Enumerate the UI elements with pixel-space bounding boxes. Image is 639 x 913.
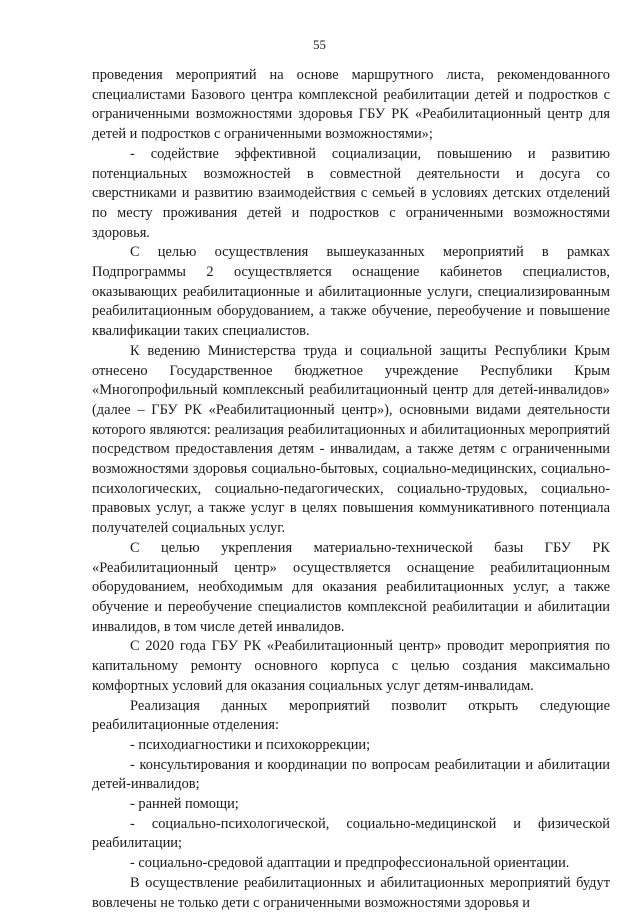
body-text bbox=[92, 66, 610, 913]
paragraph: Реализация данных мероприятий позволит открыть следующие реабилитационные отделения: bbox=[92, 697, 610, 734]
list-item: - психодиагностики и психокоррекции; bbox=[130, 736, 371, 753]
paragraph: В осуществление реабилитационных и абилитационных мероприятий будут вовлечены не только дети с ограниченными возможностями здоровья и bbox=[92, 874, 610, 911]
paragraph: проведения мероприятий на основе маршрутного листа, рекомендованного специалистами Базового центра комплексной реабилитации детей и подростков с ограниченными возможностями здоровья ГБУ РК «Реабилитационный центр для детей и подростков с ограниченными возможностями»; bbox=[92, 67, 610, 143]
page-number: 55 bbox=[313, 37, 326, 52]
paragraph: - содействие эффективной социализации, повышению и развитию потенциальных возможностей в совместной деятельности и досуга со сверстниками и развитию взаимодействия с семьей в условиях детских отделений по месту проживания детей и подростков с ограниченными возможностями здоровья. bbox=[92, 145, 610, 241]
paragraph: К ведению Министерства труда и социальной защиты Республики Крым отнесено Государственное бюджетное учреждение Республики Крым «Многопрофильный комплексный реабилитационный центр для детей-инвалидов» (далее – ГБУ РК «Реабилитационный центр»), основными видами деятельности которого являются: реализация реабилитационных и абилитационных мероприятий посредством предоставления детям - инвалидам, а также детям с ограниченными возможностями здоровья социально-бытовых, социально-медицинских, социально-психологических, социально-педагогических, социально-трудовых, социально-правовых услуг, а также услуг в целях повышения коммуникативного потенциала получателей социальных услуг. bbox=[92, 342, 610, 537]
paragraph: С целью осуществления вышеуказанных мероприятий в рамках Подпрограммы 2 осуществляется оснащение кабинетов специалистов, оказывающих реабилитационные и абилитационные услуги, специализированным реабилитационным оборудованием, а также обучение, переобучение и повышение квалификации таких специалистов. bbox=[92, 244, 610, 340]
paragraph: С целью укрепления материально-технической базы ГБУ РК «Реабилитационный центр» осуществляется оснащение реабилитационным оборудованием, необходимым для оказания реабилитационных услуг, а также обучение и переобучение специалистов комплексной реабилитации и абилитации инвалидов, в том числе детей инвалидов. bbox=[92, 539, 610, 635]
list-item: - социально-психологической, социально-медицинской и физической реабилитации; bbox=[92, 815, 610, 852]
list-item: - социально-средовой адаптации и предпрофессиональной ориентации. bbox=[130, 855, 570, 872]
paragraph: С 2020 года ГБУ РК «Реабилитационный центр» проводит мероприятия по капитальному ремонту основного корпуса с целью создания максимально комфортных условий для оказания социальных услуг детям-инвалидам. bbox=[92, 638, 610, 694]
list-item: - ранней помощи; bbox=[130, 796, 239, 813]
list-item: - консультирования и координации по вопросам реабилитации и абилитации детей-инвалидов; bbox=[92, 756, 610, 793]
